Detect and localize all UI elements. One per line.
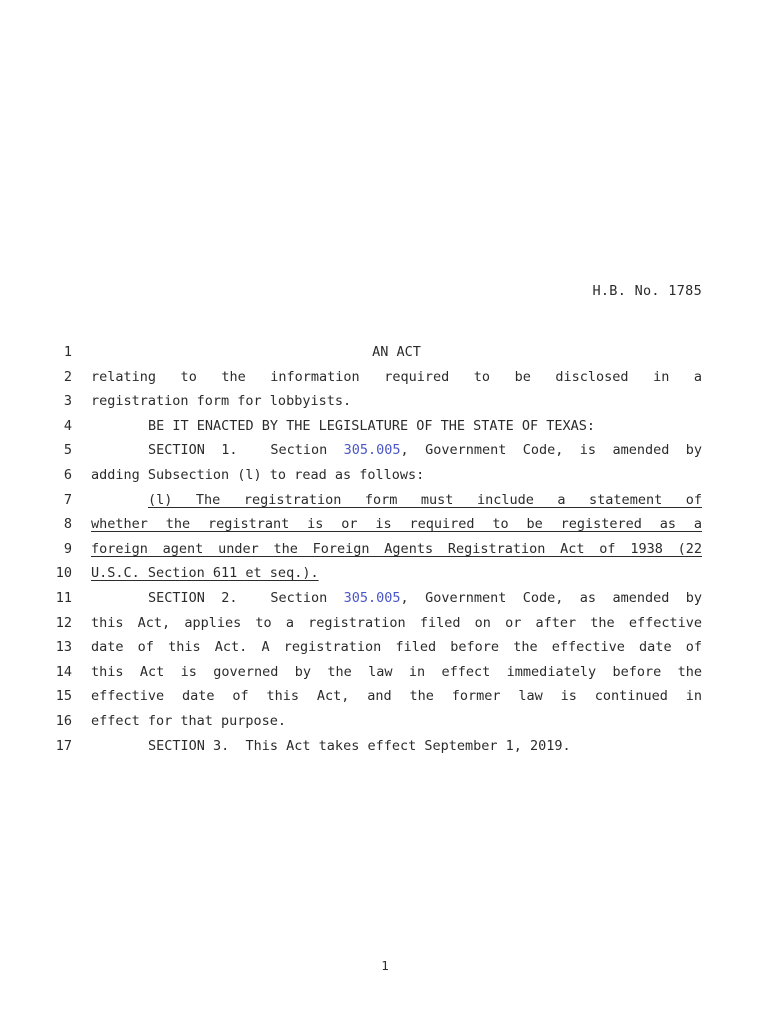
section-text: , Government Code, is amended by bbox=[400, 442, 702, 459]
section-text: this Act, applies to a registration filed on or after the effective bbox=[91, 614, 702, 631]
section-text: , Government Code, as amended by bbox=[400, 589, 702, 606]
amended-text: foreign agent under the Foreign Agents Registration Act of 1938 (22 bbox=[91, 540, 702, 557]
bill-number: H.B. No. 1785 bbox=[592, 283, 702, 299]
bill-line bbox=[0, 709, 770, 734]
line-number: 16 bbox=[55, 712, 72, 729]
section-text: date of this Act. A registration filed before the effective date of bbox=[91, 639, 702, 656]
section-text: this Act is governed by the law in effect immediately before the bbox=[91, 663, 702, 680]
bill-line bbox=[0, 660, 770, 685]
statute-link[interactable]: 305.005 bbox=[343, 589, 401, 606]
line-number: 1 bbox=[63, 344, 72, 360]
act-heading: AN ACT bbox=[372, 344, 421, 360]
line-number: 7 bbox=[63, 491, 72, 508]
bill-line bbox=[0, 537, 770, 562]
section-text: SECTION 2. Section bbox=[148, 589, 344, 606]
section-2-text bbox=[148, 586, 702, 611]
section-text: SECTION 1. Section bbox=[148, 442, 344, 459]
bill-text bbox=[0, 340, 770, 758]
bill-line bbox=[0, 463, 770, 488]
line-number: 3 bbox=[63, 393, 72, 410]
bill-line bbox=[0, 512, 770, 537]
enacting-clause: BE IT ENACTED BY THE LEGISLATURE OF THE STATE OF TEXAS: bbox=[148, 417, 596, 434]
bill-line bbox=[0, 340, 770, 365]
bill-line bbox=[0, 635, 770, 660]
line-number: 17 bbox=[55, 737, 72, 754]
line-number: 10 bbox=[55, 565, 72, 582]
section-3-text: SECTION 3. This Act takes effect September 1, 2019. bbox=[148, 737, 571, 754]
bill-line bbox=[0, 438, 770, 463]
line-number: 13 bbox=[55, 639, 72, 656]
caption-text: relating to the information required to be disclosed in a bbox=[91, 368, 702, 385]
bill-line bbox=[0, 611, 770, 636]
line-number: 14 bbox=[55, 663, 72, 680]
section-1-text bbox=[148, 438, 702, 463]
bill-line bbox=[0, 586, 770, 611]
line-number: 4 bbox=[63, 417, 72, 434]
statute-link[interactable]: 305.005 bbox=[343, 442, 401, 459]
bill-line bbox=[0, 684, 770, 709]
bill-line bbox=[0, 389, 770, 414]
section-text: effect for that purpose. bbox=[91, 712, 287, 729]
section-text: adding Subsection (l) to read as follows: bbox=[91, 466, 425, 483]
section-text: effective date of this Act, and the former law is continued in bbox=[91, 688, 702, 705]
page-number: 1 bbox=[381, 958, 389, 973]
line-number: 15 bbox=[55, 688, 72, 705]
line-number: 12 bbox=[55, 614, 72, 631]
bill-line bbox=[0, 734, 770, 759]
amended-text: U.S.C. Section 611 et seq.). bbox=[91, 565, 319, 582]
line-number: 11 bbox=[55, 589, 72, 606]
line-number: 2 bbox=[63, 368, 72, 385]
bill-line bbox=[0, 488, 770, 513]
bill-line bbox=[0, 414, 770, 439]
line-number: 9 bbox=[63, 540, 72, 557]
amended-text: whether the registrant is or is required to be registered as a bbox=[91, 516, 702, 533]
line-number: 6 bbox=[63, 466, 72, 483]
bill-line bbox=[0, 365, 770, 390]
line-number: 8 bbox=[63, 516, 72, 533]
caption-text: registration form for lobbyists. bbox=[91, 393, 352, 410]
amended-text: (l) The registration form must include a statement of bbox=[148, 491, 702, 508]
line-number: 5 bbox=[63, 442, 72, 459]
bill-line bbox=[0, 561, 770, 586]
